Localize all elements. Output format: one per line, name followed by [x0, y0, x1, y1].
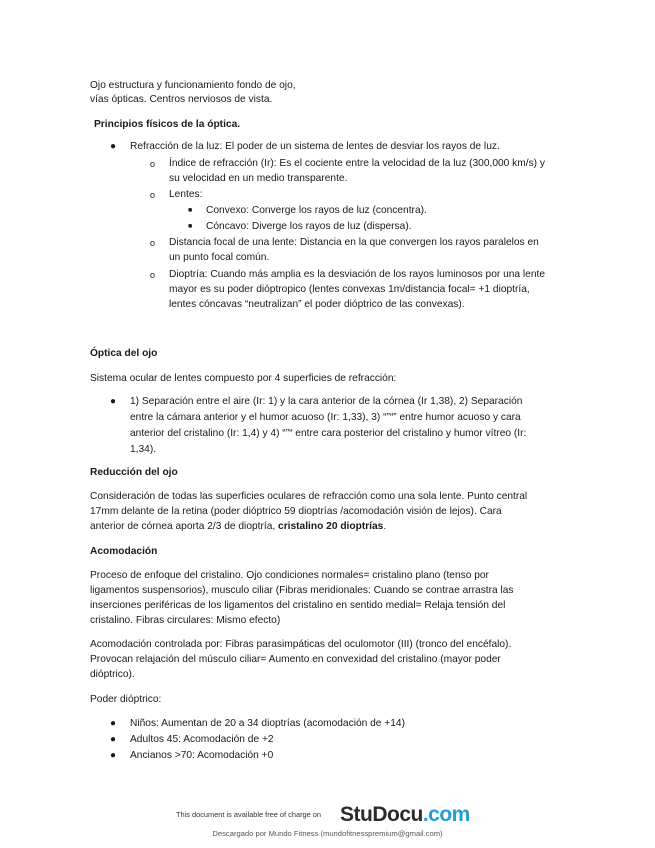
ninos-text: Niños: Aumentan de 20 a 34 dioptrías (acomodación de +14) — [130, 718, 405, 729]
brand-main: StuDocu — [340, 803, 423, 826]
doc-title-line-1: Ojo estructura y funcionamiento fondo de ojo, — [90, 80, 296, 91]
circle-bullet-icon: o — [150, 270, 156, 280]
square-bullet-icon: ■ — [188, 207, 193, 214]
downloaded-by-text: Descargado por Mundo Fitness (mundofitnesspremium@gmail.com) — [212, 829, 443, 838]
section-heading-optica: Óptica del ojo — [90, 348, 158, 359]
acomodacion-p1-line-1: Proceso de enfoque del cristalino. Ojo condiciones normales= cristalino plano (tenso por — [90, 570, 489, 581]
acomodacion-p2-line-1: Acomodación controlada por: Fibras parasimpáticas del oculomotor (III) (tronco del encéfalo). — [90, 639, 512, 650]
circle-bullet-icon: o — [150, 190, 156, 200]
convexo-text: Convexo: Converge los rayos de luz (concentra). — [206, 205, 427, 216]
indice-line-2: su velocidad en un medio transparente. — [169, 173, 348, 184]
bullet-dot-icon: ● — [110, 750, 117, 761]
available-text: This document is available free of charge on — [176, 810, 322, 819]
studocu-footer — [0, 803, 655, 827]
bullet-dot-icon: ● — [110, 141, 117, 152]
separacion-line-4: 1,34). — [130, 444, 157, 455]
acomodacion-p2-line-2: Provocan relajación del músculo ciliar= Aumento en convexidad del cristalino (mayor poder — [90, 654, 501, 665]
indice-line-1: Índice de refracción (Ir): Es el cociente entre la velocidad de la luz (300,000 km/s) y — [169, 158, 545, 169]
acomodacion-p1-line-2: ligamentos suspensorios), musculo ciliar (Fibras meridionales: Cuando se contrae arrastra las — [90, 585, 514, 596]
section-heading-acomodacion: Acomodación — [90, 546, 158, 557]
circle-bullet-icon: o — [150, 159, 156, 169]
bullet-dot-icon: ● — [110, 396, 117, 407]
optica-intro: Sistema ocular de lentes compuesto por 4 superficies de refracción: — [90, 373, 397, 384]
reduccion-line-3 — [90, 520, 386, 534]
section-heading-principios: Principios físicos de la óptica. — [94, 119, 241, 130]
brand-suffix: .com — [422, 803, 470, 826]
square-bullet-icon: ■ — [188, 223, 193, 230]
dioptria-line-1: Dioptría: Cuando más amplia es la desviación de los rayos luminosos por una lente — [169, 269, 546, 280]
cristalino-dioptrias-bold: cristalino 20 dioptrías — [278, 521, 384, 532]
ancianos-text: Ancianos >70: Acomodación +0 — [130, 750, 274, 761]
separacion-line-2: entre la cámara anterior y el humor acuoso (Ir: 1,33), 3) “”“” entre humor acuoso y cara — [130, 412, 521, 423]
section-heading-reduccion: Reducción del ojo — [90, 467, 178, 478]
reduccion-line-1: Consideración de todas las superficies oculares de refracción como una sola lente. Punto central — [90, 491, 528, 502]
acomodacion-p1-line-3: inserciones periféricas de los ligamentos del cristalino en sentido medial= Relaja tensión del — [90, 600, 506, 611]
dioptria-line-2: mayor es su poder dióptropico (lentes convexas 1m/distancia focal= +1 dioptría, — [169, 284, 530, 295]
bullet-dot-icon: ● — [110, 718, 117, 729]
doc-title-line-2: vías ópticas. Centros nerviosos de vista. — [90, 94, 273, 105]
acomodacion-p1-line-4: cristalino. Fibras circulares: Mismo efecto) — [90, 615, 281, 626]
reduccion-text: anterior de córnea aporta 2/3 de dioptría, — [90, 521, 279, 532]
circle-bullet-icon: o — [150, 238, 156, 248]
focal-line-1: Distancia focal de una lente: Distancia en la que convergen los rayos paralelos en — [169, 237, 539, 248]
bullet-dot-icon: ● — [110, 734, 117, 745]
reduccion-line-2: 17mm delante de la retina (poder dióptrico 59 dioptrías /acomodación visión de lejos). Cara — [90, 506, 502, 517]
dioptria-line-3: lentes cóncavas “neutralizan” el poder dióptrico de las convexas). — [169, 299, 465, 310]
focal-line-2: un punto focal común. — [169, 252, 270, 263]
separacion-line-3: anterior del cristalino (Ir: 1,4) y 4) “”“ entre cara posterior del cristalino y humor vítreo (Ir: — [130, 428, 527, 439]
acomodacion-p2-line-3: dióptrico). — [90, 669, 135, 680]
period: . — [383, 521, 387, 532]
refraction-text: Refracción de la luz: El poder de un sistema de lentes de desviar los rayos de luz. — [130, 141, 500, 152]
studocu-logo-link[interactable] — [340, 803, 470, 827]
adultos-text: Adultos 45: Acomodación de +2 — [130, 734, 274, 745]
poder-dioptrico-label: Poder dióptrico: — [90, 694, 162, 705]
concavo-text: Cóncavo: Diverge los rayos de luz (dispersa). — [206, 221, 412, 232]
separacion-line-1: 1) Separación entre el aire (Ir: 1) y la cara anterior de la córnea (Ir 1,38), 2) Separación — [130, 396, 523, 407]
lentes-label: Lentes: — [169, 189, 203, 200]
